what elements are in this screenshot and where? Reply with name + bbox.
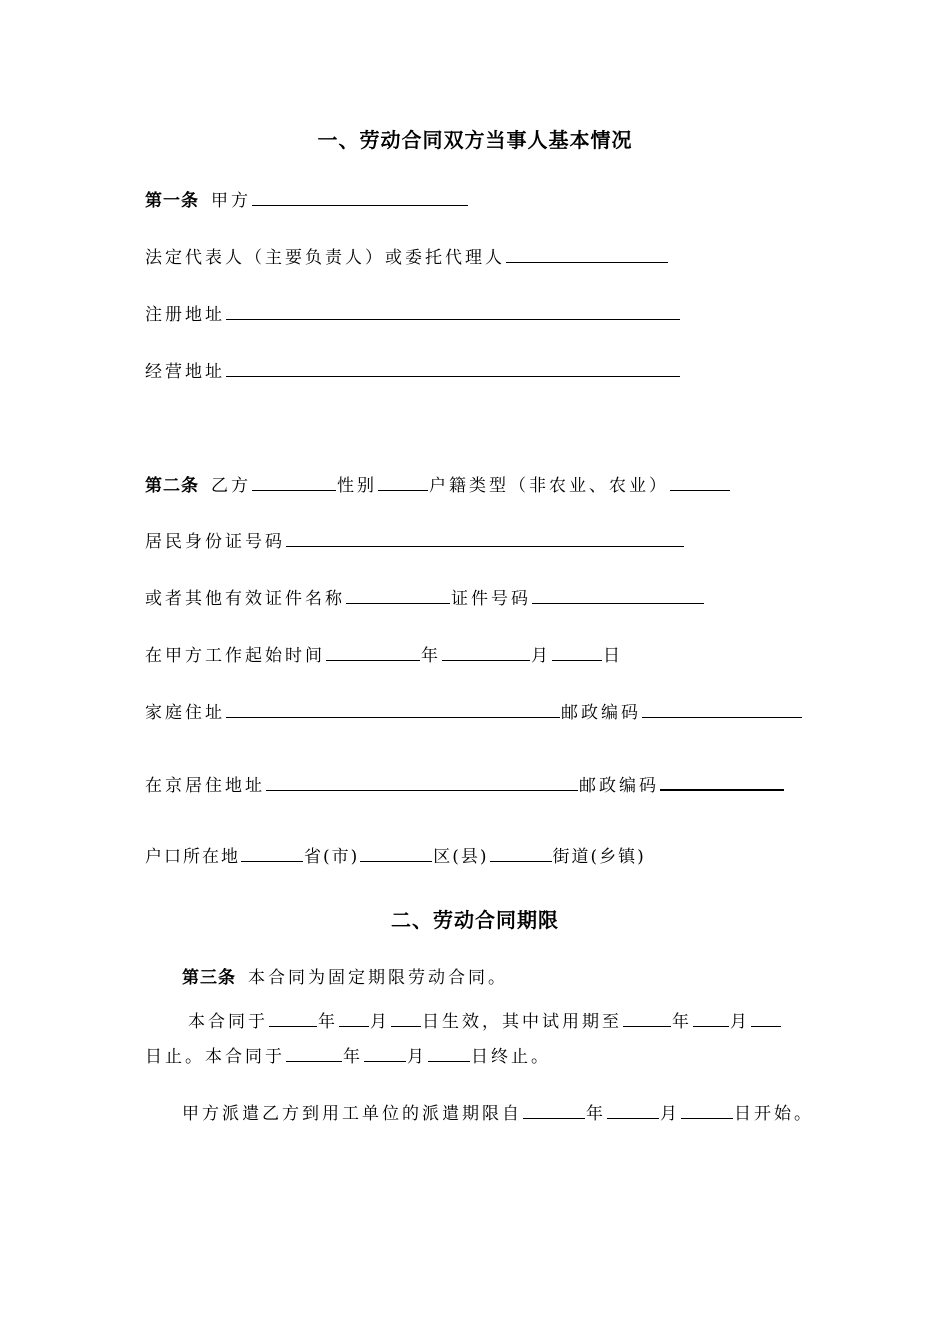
beijing-address-field[interactable] xyxy=(266,772,578,791)
postcode-field[interactable] xyxy=(642,699,802,718)
year-label: 年 xyxy=(318,1012,338,1032)
biz-address-label: 经营地址 xyxy=(145,362,225,382)
effective-year-field[interactable] xyxy=(269,1008,317,1027)
effective-line xyxy=(188,1008,782,1034)
district-field[interactable] xyxy=(360,843,432,862)
party-b-field[interactable] xyxy=(252,472,336,491)
article1-party-a-line xyxy=(145,187,469,213)
biz-address-field[interactable] xyxy=(226,358,680,377)
article2-label: 第二条 xyxy=(145,476,199,496)
reg-address-line xyxy=(145,301,681,327)
month-label: 月 xyxy=(531,646,551,666)
legal-rep-label: 法定代表人（主要负责人）或委托代理人 xyxy=(145,248,505,268)
other-id-number-label: 证件号码 xyxy=(451,589,531,609)
end-text: 日终止。 xyxy=(471,1047,551,1067)
end-year-field[interactable] xyxy=(286,1043,342,1062)
article1-label: 第一条 xyxy=(145,191,199,211)
start-day-field[interactable] xyxy=(552,642,602,661)
month-label: 月 xyxy=(660,1104,680,1124)
trial-end-text: 日止。本合同于 xyxy=(145,1047,285,1067)
hukou-location-label: 户口所在地 xyxy=(145,847,240,867)
party-a-field[interactable] xyxy=(252,187,468,206)
party-b-label: 乙方 xyxy=(211,476,251,496)
dispatch-year-field[interactable] xyxy=(523,1100,585,1119)
beijing-address-line xyxy=(145,771,785,798)
id-number-field[interactable] xyxy=(286,528,684,547)
dispatch-end-text: 日开始。 xyxy=(734,1104,814,1124)
hukou-location-line xyxy=(145,843,646,869)
dispatch-month-field[interactable] xyxy=(607,1100,659,1119)
article3-text: 本合同为固定期限劳动合同。 xyxy=(248,968,508,988)
home-address-label: 家庭住址 xyxy=(145,703,225,723)
postcode-label: 邮政编码 xyxy=(561,703,641,723)
postcode2-field[interactable] xyxy=(660,771,784,791)
effective-month-field[interactable] xyxy=(339,1008,369,1027)
dispatch-start-text: 甲方派遣乙方到用工单位的派遣期限自 xyxy=(182,1104,522,1124)
hukou-type-field[interactable] xyxy=(670,472,730,491)
year-label: 年 xyxy=(672,1012,692,1032)
article2-party-b-line xyxy=(145,472,731,498)
id-number-line xyxy=(145,528,685,554)
start-time-label: 在甲方工作起始时间 xyxy=(145,646,325,666)
province-label: 省(市) xyxy=(304,847,360,867)
month-label: 月 xyxy=(730,1012,750,1032)
legal-rep-field[interactable] xyxy=(506,244,668,263)
district-label: 区(县) xyxy=(433,847,489,867)
section-heading-1: 一、劳动合同双方当事人基本情况 xyxy=(317,128,633,152)
year-label: 年 xyxy=(421,646,441,666)
reg-address-field[interactable] xyxy=(226,301,680,320)
month-label: 月 xyxy=(407,1047,427,1067)
biz-address-line xyxy=(145,358,681,384)
effective-day-field[interactable] xyxy=(391,1008,421,1027)
home-address-line xyxy=(145,699,803,725)
day-label: 日 xyxy=(603,646,623,666)
legal-rep-line xyxy=(145,244,669,270)
trial-day-field[interactable] xyxy=(751,1008,781,1027)
effective-mid-text: 日生效，其中试用期至 xyxy=(422,1012,622,1032)
gender-label: 性别 xyxy=(337,476,377,496)
other-id-number-field[interactable] xyxy=(532,585,704,604)
reg-address-label: 注册地址 xyxy=(145,305,225,325)
id-number-label: 居民身份证号码 xyxy=(145,532,285,552)
party-a-label: 甲方 xyxy=(211,191,251,211)
section-heading-2: 二、劳动合同期限 xyxy=(391,908,559,932)
trial-year-field[interactable] xyxy=(623,1008,671,1027)
dispatch-day-field[interactable] xyxy=(681,1100,733,1119)
street-field[interactable] xyxy=(490,843,552,862)
beijing-address-label: 在京居住地址 xyxy=(145,776,265,796)
trial-month-field[interactable] xyxy=(693,1008,729,1027)
effective-start-text: 本合同于 xyxy=(188,1012,268,1032)
start-time-line xyxy=(145,642,623,668)
postcode2-label: 邮政编码 xyxy=(579,776,659,796)
other-id-name-field[interactable] xyxy=(346,585,450,604)
province-field[interactable] xyxy=(241,843,303,862)
start-month-field[interactable] xyxy=(442,642,530,661)
article3-label: 第三条 xyxy=(182,968,236,988)
year-label: 年 xyxy=(343,1047,363,1067)
hukou-type-label: 户籍类型（非农业、农业） xyxy=(429,476,669,496)
start-year-field[interactable] xyxy=(326,642,420,661)
term-end-line xyxy=(145,1043,551,1069)
article3-line xyxy=(182,966,508,990)
dispatch-line xyxy=(182,1100,814,1126)
other-id-line xyxy=(145,585,705,611)
end-day-field[interactable] xyxy=(428,1043,470,1062)
street-label: 街道(乡镇) xyxy=(552,847,646,867)
year-label: 年 xyxy=(586,1104,606,1124)
other-id-name-label: 或者其他有效证件名称 xyxy=(145,589,345,609)
month-label: 月 xyxy=(370,1012,390,1032)
gender-field[interactable] xyxy=(378,472,428,491)
home-address-field[interactable] xyxy=(226,699,560,718)
end-month-field[interactable] xyxy=(364,1043,406,1062)
